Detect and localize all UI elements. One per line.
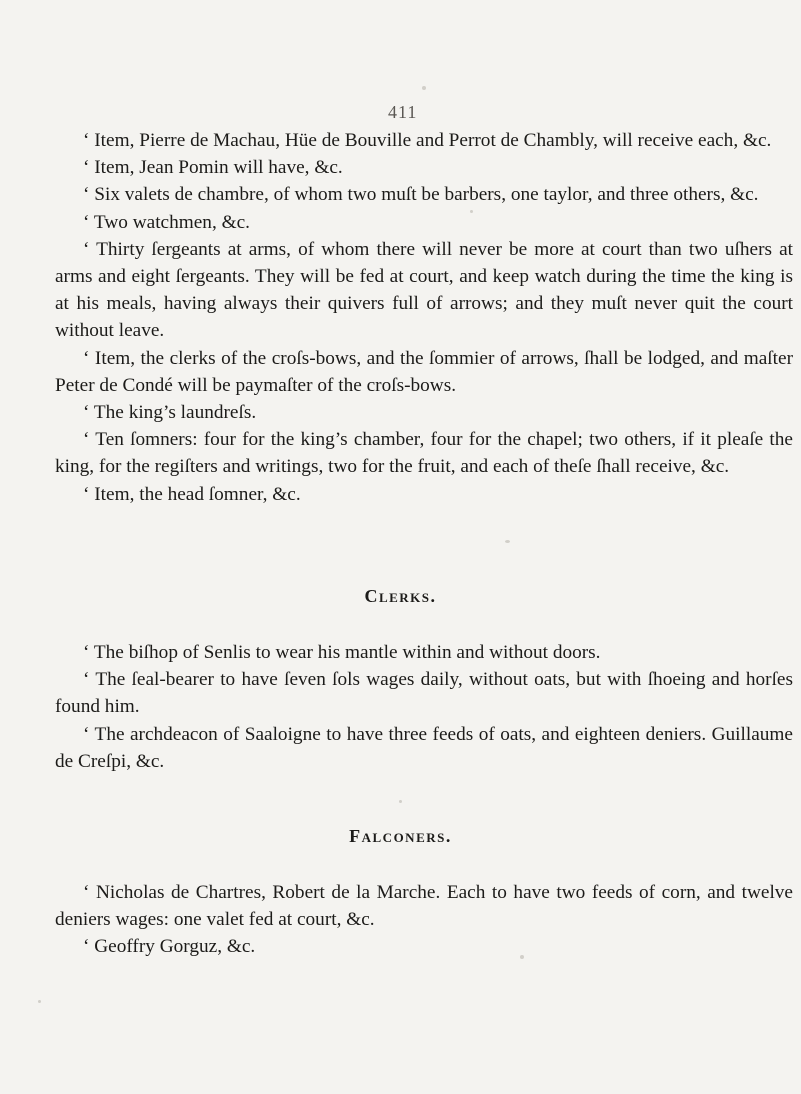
paper-speck bbox=[470, 210, 473, 213]
section-heading-clerks: Clerks. bbox=[364, 586, 437, 606]
intro-text-block bbox=[55, 127, 793, 508]
paragraph: ‘ Thirty ſergeants at arms, of whom there will never be more at court than two uſhers at arms and eight ſergeants. They will be fed at court, and keep watch during the time the king is at his meals, having always their quivers full of arrows; and they muſt never quit the court without leave. bbox=[55, 238, 793, 342]
paragraph: ‘ Six valets de chambre, of whom two muſt be barbers, one taylor, and three others, &c. bbox=[83, 184, 759, 206]
paper-speck bbox=[399, 800, 402, 803]
paragraph: ‘ Two watchmen, &c. bbox=[83, 211, 250, 233]
paragraph: ‘ Geoffry Gorguz, &c. bbox=[83, 936, 256, 958]
falconers-text-block bbox=[55, 879, 793, 961]
paragraph: ‘ The ſeal-bearer to have ſeven ſols wages daily, without oats, but with ſhoeing and horſes found him. bbox=[55, 669, 793, 718]
clerks-text-block bbox=[55, 639, 793, 775]
paragraph: ‘ Nicholas de Chartres, Robert de la Marche. Each to have two feeds of corn, and twelve deniers wages: one valet fed at court, &c. bbox=[55, 882, 793, 931]
paper-speck bbox=[38, 1000, 41, 1003]
paper-speck bbox=[422, 86, 426, 90]
paragraph: ‘ The king’s laundreſs. bbox=[83, 402, 257, 424]
paper-speck bbox=[505, 540, 510, 543]
paper-speck bbox=[520, 955, 524, 959]
paragraph: ‘ Ten ſomners: four for the king’s chamber, four for the chapel; two others, if it pleaſe the king, for the regiſters and writings, two for the fruit, and each of theſe ſhall receive, &c. bbox=[55, 429, 793, 478]
paragraph: ‘ The biſhop of Senlis to wear his mantle within and without doors. bbox=[83, 642, 601, 663]
section-heading-falconers: Falconers. bbox=[349, 826, 452, 846]
paragraph: ‘ Item, the clerks of the croſs-bows, and the ſommier of arrows, ſhall be lodged, and maſter Peter de Condé will be paymaſter of the croſs-bows. bbox=[55, 347, 793, 396]
paragraph: ‘ Item, Jean Pomin will have, &c. bbox=[83, 157, 343, 179]
paragraph: ‘ The archdeacon of Saaloigne to have three feeds of oats, and eighteen deniers. Guillaume de Creſpi, &c. bbox=[55, 723, 793, 772]
paragraph: ‘ Item, Pierre de Machau, Hüe de Bouville and Perrot de Chambly, will receive each, &c. bbox=[83, 130, 772, 151]
paragraph: ‘ Item, the head ſomner, &c. bbox=[83, 483, 301, 505]
page-number: 411 bbox=[388, 102, 418, 122]
